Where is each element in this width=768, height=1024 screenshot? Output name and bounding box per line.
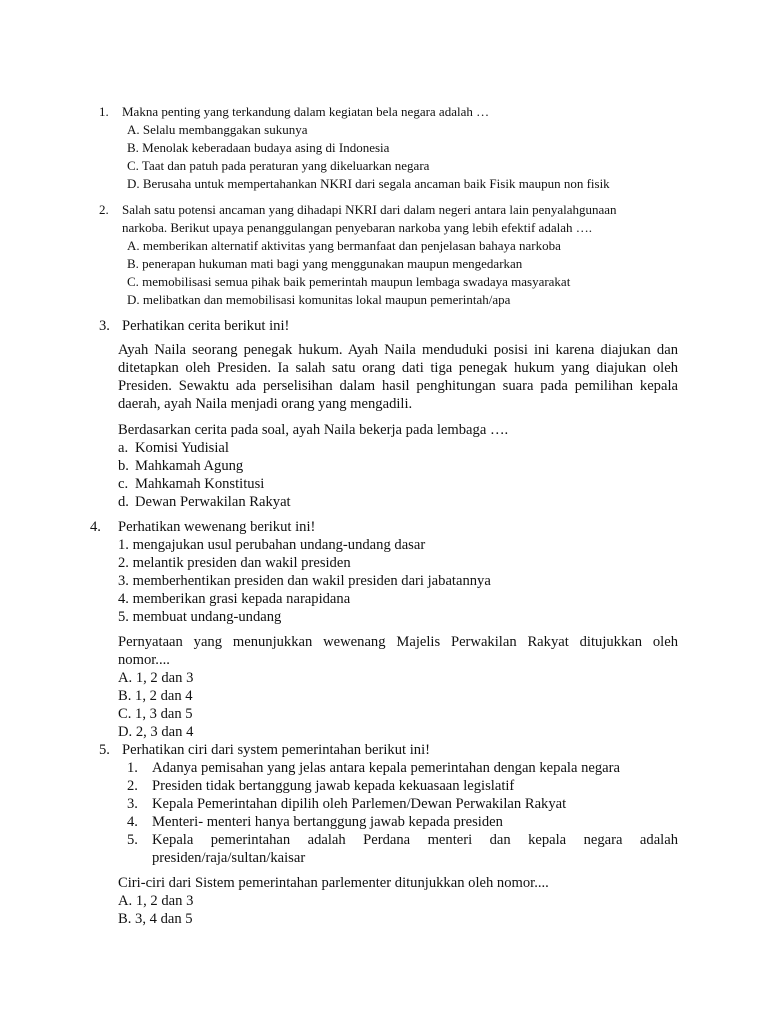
story-line-1: Ayah Naila seorang penegak hukum. Ayah Naila menduduki posisi ini karena diajukan dan [118,342,678,358]
question-text: Makna penting yang terkandung dalam kegiatan bela negara adalah … [122,104,490,119]
option-b: B. Menolak keberadaan budaya asing di Indonesia [127,140,390,155]
option-c: C. 1, 3 dan 5 [118,706,193,722]
characteristic-5-number: 5. [127,832,138,848]
question-prompt: Ciri-ciri dari Sistem pemerintahan parlementer ditunjukkan oleh nomor.... [118,875,549,891]
question-number: 2. [99,202,109,217]
option-a-letter: a. [118,440,129,456]
question-text: Perhatikan wewenang berikut ini! [118,519,316,535]
option-a: A. memberikan alternatif aktivitas yang bermanfaat dan penjelasan bahaya narkoba [127,238,561,253]
option-d: D. Berusaha untuk mempertahankan NKRI dari segala ancaman baik Fisik maupun non fisik [127,176,610,191]
option-d-text: Dewan Perwakilan Rakyat [135,494,291,510]
question-number: 1. [99,104,109,119]
characteristic-1-number: 1. [127,760,138,776]
option-c: C. memobilisasi semua pihak baik pemerintah maupun lembaga swadaya masyarakat [127,274,571,289]
characteristic-4-number: 4. [127,814,138,830]
question-number: 3. [99,318,110,334]
statement-3: 3. memberhentikan presiden dan wakil presiden dari jabatannya [118,573,491,589]
option-c-letter: c. [118,476,129,492]
story-line-2: ditetapkan oleh Presiden. Ia salah satu orang dati tiga penegak hukum yang diajukan oleh [118,360,678,376]
statement-4: 4. memberikan grasi kepada narapidana [118,591,351,607]
option-b-text: Mahkamah Agung [135,458,244,474]
option-b-letter: b. [118,458,129,474]
question-text-line-2: narkoba. Berikut upaya penanggulangan penyebaran narkoba yang lebih efektif adalah …. [122,220,592,235]
characteristic-2-number: 2. [127,778,138,794]
option-d: D. 2, 3 dan 4 [118,724,194,740]
option-a-text: Komisi Yudisial [135,440,229,456]
characteristic-3-text: Kepala Pemerintahan dipilih oleh Parlemen/Dewan Perwakilan Rakyat [152,796,567,812]
option-b: B. penerapan hukuman mati bagi yang menggunakan maupun mengedarkan [127,256,523,271]
option-d: D. melibatkan dan memobilisasi komunitas lokal maupun pemerintah/apa [127,292,511,307]
characteristic-2-text: Presiden tidak bertanggung jawab kepada kekuasaan legislatif [152,778,515,794]
option-a: A. Selalu membanggakan sukunya [127,122,308,137]
characteristic-5-text-line-2: presiden/raja/sultan/kaisar [152,850,306,866]
story-line-3: Presiden. Sewaktu ada perselisihan dalam hasil penghitungan suara pada pemilihan kepala [118,378,678,394]
option-a: A. 1, 2 dan 3 [118,670,194,686]
option-c: C. Taat dan patuh pada peraturan yang dikeluarkan negara [127,158,430,173]
question-prompt-line-1: Pernyataan yang menunjukkan wewenang Majelis Perwakilan Rakyat ditujukkan oleh [118,634,678,650]
option-c-text: Mahkamah Konstitusi [135,476,265,492]
characteristic-3-number: 3. [127,796,138,812]
option-a: A. 1, 2 dan 3 [118,893,194,909]
statement-2: 2. melantik presiden dan wakil presiden [118,555,351,571]
statement-1: 1. mengajukan usul perubahan undang-undang dasar [118,537,426,553]
question-text: Perhatikan ciri dari system pemerintahan berikut ini! [122,742,430,758]
option-b: B. 3, 4 dan 5 [118,911,193,927]
option-b: B. 1, 2 dan 4 [118,688,193,704]
option-d-letter: d. [118,494,129,510]
question-prompt: Berdasarkan cerita pada soal, ayah Naila bekerja pada lembaga …. [118,422,509,438]
characteristic-1-text: Adanya pemisahan yang jelas antara kepala pemerintahan dengan kepala negara [152,760,620,776]
question-prompt-line-2: nomor.... [118,652,170,668]
question-text-line-1: Salah satu potensi ancaman yang dihadapi NKRI dari dalam negeri antara lain penyalahgunaan [122,202,617,217]
story-line-4: daerah, ayah Naila menjadi orang yang mengadili. [118,396,413,412]
question-number: 5. [99,742,110,758]
characteristic-5-text-line-1: Kepala pemerintahan adalah Perdana menteri dan kepala negara adalah [152,832,678,848]
question-text: Perhatikan cerita berikut ini! [122,318,290,334]
question-number: 4. [90,519,101,535]
statement-5: 5. membuat undang-undang [118,609,282,625]
characteristic-4-text: Menteri- menteri hanya bertanggung jawab kepada presiden [152,814,503,830]
